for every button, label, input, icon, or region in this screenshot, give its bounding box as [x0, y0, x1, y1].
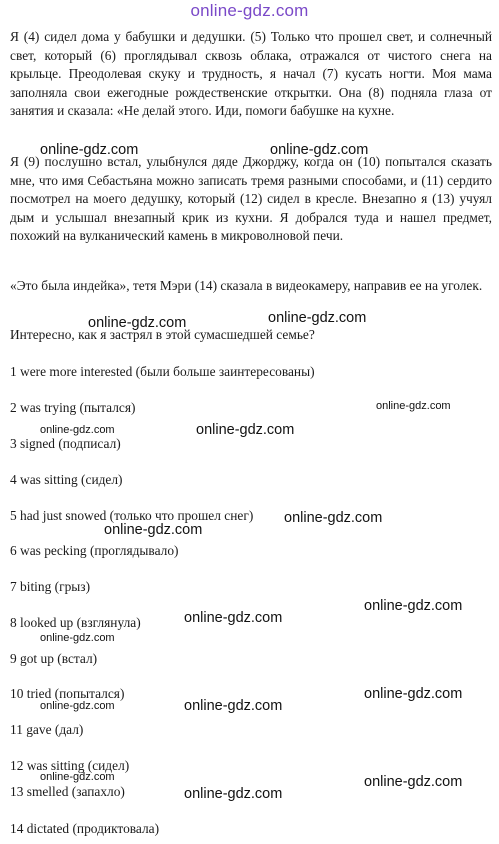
watermark: online-gdz.com — [284, 510, 383, 526]
watermark: online-gdz.com — [196, 422, 295, 438]
answer-item-6: 6 was pecking (проглядывало) — [10, 543, 179, 558]
answer-item-5: 5 had just snowed (только что прошел снег) — [10, 508, 254, 523]
watermark: online-gdz.com — [40, 424, 115, 436]
watermark: online-gdz.com — [364, 774, 463, 790]
watermark: online-gdz.com — [184, 786, 283, 802]
story-paragraph-1: Я (4) сидел дома у бабушки и дедушки. (5) Только что прошел свет, и солнечный свет, который (6) проглядывал сквозь облака, отражался от чистого снега на крыльце. Преодолевая скуку и трудность, я начал (7) кусать ногти. Моя мама заполняла свои ежегодные рождественские открытки. Она (8) подняла глаза от занятия и сказала: «Не делай этого. Иди, помоги бабушке на кухне. — [10, 29, 492, 119]
answer-item-3: 3 signed (подписал) — [10, 436, 121, 451]
watermark: online-gdz.com — [364, 686, 463, 702]
answer-item-13: 13 smelled (запахло) — [10, 784, 125, 799]
watermark: online-gdz.com — [40, 142, 139, 158]
answer-item-4: 4 was sitting (сидел) — [10, 472, 123, 487]
answer-item-12: 12 was sitting (сидел) — [10, 758, 130, 773]
answer-item-14: 14 dictated (продиктовала) — [10, 821, 160, 836]
answer-item-9: 9 got up (встал) — [10, 651, 98, 666]
watermark: online-gdz.com — [40, 632, 115, 644]
watermark: online-gdz.com — [364, 598, 463, 614]
watermark: online-gdz.com — [268, 310, 367, 326]
story-question: Интересно, как я застрял в этой сумасшедшей семье? — [10, 327, 315, 342]
watermark: online-gdz.com — [104, 522, 203, 538]
answer-item-2: 2 was trying (пытался) — [10, 400, 136, 415]
watermark: online-gdz.com — [184, 610, 283, 626]
watermark: online-gdz.com — [40, 700, 115, 712]
watermark: online-gdz.com — [270, 142, 369, 158]
watermark: online-gdz.com — [88, 315, 187, 331]
answer-item-1: 1 were more interested (были больше заинтересованы) — [10, 364, 315, 379]
watermark: online-gdz.com — [40, 771, 115, 783]
story-paragraph-3: «Это была индейка», тетя Мэри (14) сказала в видеокамеру, направив ее на уголек. — [10, 278, 483, 293]
answer-item-11: 11 gave (дал) — [10, 722, 84, 737]
watermark: online-gdz.com — [376, 400, 451, 412]
header-watermark: online-gdz.com — [190, 1, 309, 20]
answer-item-8: 8 looked up (взглянула) — [10, 615, 141, 630]
answer-item-10: 10 tried (попытался) — [10, 686, 125, 701]
story-paragraph-2: Я (9) послушно встал, улыбнулся дяде Джорджу, когда он (10) попытался сказать мне, что имя Себастьяна можно записать тремя разными способами, и (11) сердито посмотрел на моего дедушку, который (12) сидел в кресле. Внезапно я (13) учуял дым и услышал внезапный крик из кухни. Я добрался туда и нашел предмет, похожий на вулканический камень в микроволновой печи. — [10, 154, 492, 244]
watermark: online-gdz.com — [184, 698, 283, 714]
answer-item-7: 7 biting (грыз) — [10, 579, 91, 594]
